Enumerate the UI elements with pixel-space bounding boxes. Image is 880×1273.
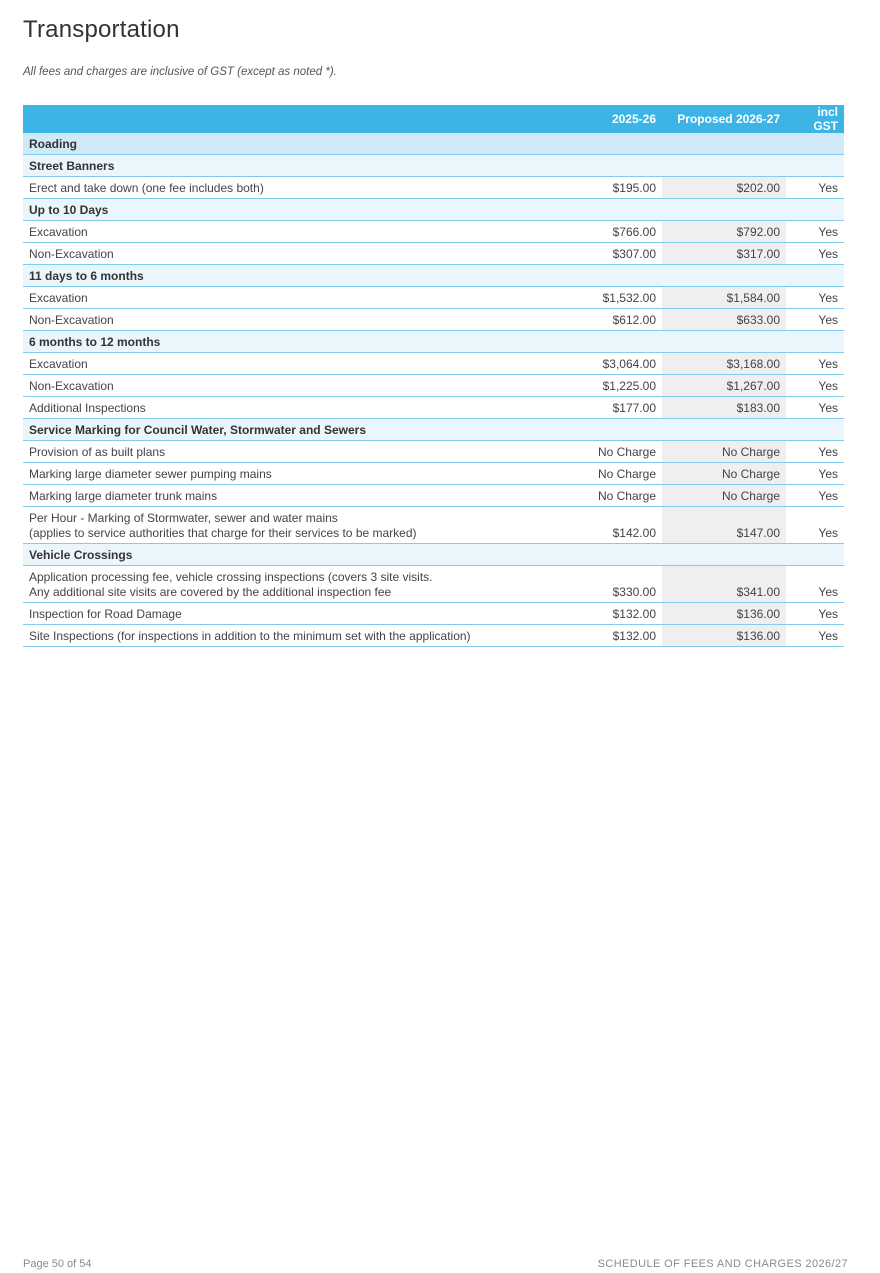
section-heading: Vehicle Crossings: [23, 544, 844, 566]
fee-description-line: Erect and take down (one fee includes both): [29, 181, 264, 195]
section-heading: Service Marking for Council Water, Stormwater and Sewers: [23, 419, 844, 441]
fee-incl-gst: Yes: [786, 441, 844, 463]
fee-incl-gst: Yes: [786, 243, 844, 265]
category-row: [23, 133, 844, 155]
fee-incl-gst: Yes: [786, 177, 844, 199]
fee-description: [23, 177, 520, 199]
section-heading-row: [23, 419, 844, 441]
fee-incl-gst: Yes: [786, 485, 844, 507]
table-row: [23, 309, 844, 331]
fee-description: [23, 485, 520, 507]
section-heading-row: [23, 544, 844, 566]
fee-proposed-2026-27: $147.00: [662, 507, 786, 544]
fee-incl-gst: Yes: [786, 221, 844, 243]
fee-description-line: Application processing fee, vehicle crossing inspections (covers 3 site visits.: [29, 570, 433, 584]
fee-proposed-2026-27: $1,584.00: [662, 287, 786, 309]
fee-description-line: Excavation: [29, 225, 88, 239]
fee-proposed-2026-27: No Charge: [662, 485, 786, 507]
fee-description-line: Non-Excavation: [29, 379, 114, 393]
fee-incl-gst: Yes: [786, 603, 844, 625]
fee-proposed-2026-27: $136.00: [662, 603, 786, 625]
fee-proposed-2026-27: $3,168.00: [662, 353, 786, 375]
fee-proposed-2026-27: No Charge: [662, 463, 786, 485]
fee-2025-26: $195.00: [520, 177, 662, 199]
fee-description: [23, 441, 520, 463]
fee-proposed-2026-27: No Charge: [662, 441, 786, 463]
table-row: [23, 177, 844, 199]
fee-incl-gst: Yes: [786, 507, 844, 544]
page-title: Transportation: [23, 16, 180, 43]
fee-description-line: Non-Excavation: [29, 247, 114, 261]
gst-note: All fees and charges are inclusive of GST (except as noted *).: [23, 66, 337, 78]
fee-description-line: Non-Excavation: [29, 313, 114, 327]
fee-2025-26: $1,532.00: [520, 287, 662, 309]
fee-proposed-2026-27: $633.00: [662, 309, 786, 331]
fee-description: [23, 463, 520, 485]
section-heading-row: [23, 155, 844, 177]
category-label: Roading: [23, 133, 844, 155]
table-row: [23, 243, 844, 265]
fee-2025-26: $3,064.00: [520, 353, 662, 375]
fee-proposed-2026-27: $136.00: [662, 625, 786, 647]
fee-description-line: (applies to service authorities that charge for their services to be marked): [29, 526, 417, 540]
fee-incl-gst: Yes: [786, 309, 844, 331]
fee-2025-26: $132.00: [520, 603, 662, 625]
table-row: [23, 463, 844, 485]
fee-proposed-2026-27: $1,267.00: [662, 375, 786, 397]
table-row: [23, 441, 844, 463]
header-description: [23, 105, 520, 133]
fee-description-line: Excavation: [29, 291, 88, 305]
fee-2025-26: $766.00: [520, 221, 662, 243]
table-row: [23, 375, 844, 397]
section-heading-row: [23, 331, 844, 353]
fee-incl-gst: Yes: [786, 566, 844, 603]
fee-incl-gst: Yes: [786, 287, 844, 309]
fee-incl-gst: Yes: [786, 397, 844, 419]
fee-proposed-2026-27: $341.00: [662, 566, 786, 603]
fee-2025-26: No Charge: [520, 463, 662, 485]
table-row: [23, 287, 844, 309]
table-row: [23, 221, 844, 243]
fee-2025-26: $142.00: [520, 507, 662, 544]
fee-description-line: Marking large diameter sewer pumping mains: [29, 467, 272, 481]
header-incl-gst: incl GST: [786, 105, 844, 133]
fee-2025-26: $330.00: [520, 566, 662, 603]
fee-description: [23, 243, 520, 265]
fee-description: [23, 309, 520, 331]
table-row: [23, 566, 844, 603]
fee-2025-26: $307.00: [520, 243, 662, 265]
fee-proposed-2026-27: $317.00: [662, 243, 786, 265]
document-title: SCHEDULE OF FEES AND CHARGES 2026/27: [597, 1258, 848, 1270]
fees-table: [23, 105, 844, 647]
fee-2025-26: $132.00: [520, 625, 662, 647]
fee-description-line: Marking large diameter trunk mains: [29, 489, 218, 503]
section-heading: 6 months to 12 months: [23, 331, 844, 353]
table-row: [23, 603, 844, 625]
fee-2025-26: $1,225.00: [520, 375, 662, 397]
fee-description-line: Provision of as built plans: [29, 445, 166, 459]
fee-proposed-2026-27: $792.00: [662, 221, 786, 243]
section-heading: Street Banners: [23, 155, 844, 177]
fee-description-line: Per Hour - Marking of Stormwater, sewer and water mains: [29, 511, 338, 525]
fee-2025-26: No Charge: [520, 441, 662, 463]
fee-description: [23, 375, 520, 397]
fee-incl-gst: Yes: [786, 625, 844, 647]
table-row: [23, 507, 844, 544]
fee-description-line: Any additional site visits are covered by the additional inspection fee: [29, 585, 392, 599]
fee-description: [23, 507, 520, 544]
fee-description-line: Site Inspections (for inspections in addition to the minimum set with the application): [29, 629, 471, 643]
fee-description-line: Inspection for Road Damage: [29, 607, 182, 621]
fee-2025-26: No Charge: [520, 485, 662, 507]
section-heading: 11 days to 6 months: [23, 265, 844, 287]
header-proposed-2026-27: Proposed 2026-27: [662, 105, 786, 133]
fee-description: [23, 566, 520, 603]
table-row: [23, 485, 844, 507]
fee-proposed-2026-27: $183.00: [662, 397, 786, 419]
fee-2025-26: $177.00: [520, 397, 662, 419]
fee-proposed-2026-27: $202.00: [662, 177, 786, 199]
table-row: [23, 353, 844, 375]
fee-2025-26: $612.00: [520, 309, 662, 331]
fee-incl-gst: Yes: [786, 463, 844, 485]
section-heading: Up to 10 Days: [23, 199, 844, 221]
fee-incl-gst: Yes: [786, 375, 844, 397]
fee-description: [23, 397, 520, 419]
page-number: Page 50 of 54: [23, 1258, 92, 1270]
header-2025-26: 2025-26: [520, 105, 662, 133]
fee-description-line: Excavation: [29, 357, 88, 371]
table-row: [23, 397, 844, 419]
fee-description: [23, 287, 520, 309]
fee-description: [23, 221, 520, 243]
table-header-row: [23, 105, 844, 133]
fee-description: [23, 353, 520, 375]
fee-incl-gst: Yes: [786, 353, 844, 375]
section-heading-row: [23, 199, 844, 221]
table-row: [23, 625, 844, 647]
section-heading-row: [23, 265, 844, 287]
fee-description: [23, 603, 520, 625]
fee-description: [23, 625, 520, 647]
fees-table-body: [23, 133, 844, 647]
fee-description-line: Additional Inspections: [29, 401, 146, 415]
